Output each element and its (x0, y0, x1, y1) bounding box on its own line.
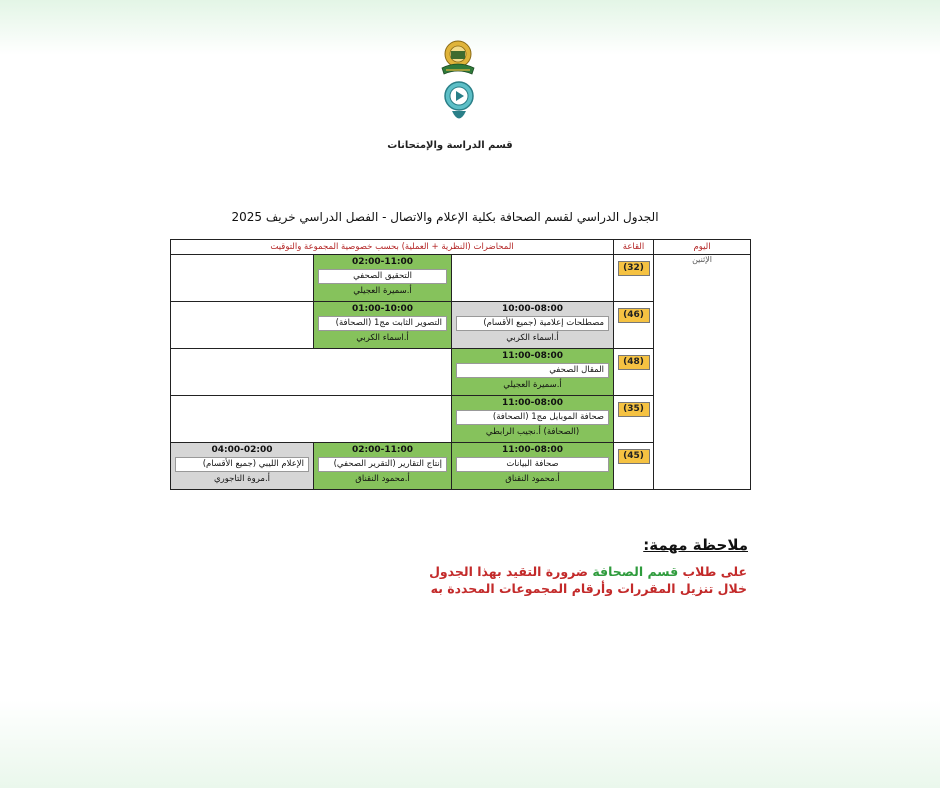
room-badge: (32) (618, 261, 650, 276)
note-line-1 (387, 564, 747, 579)
slot-time: 11:00-08:00 (502, 398, 564, 408)
slot-course: التحقيق الصحفي (318, 269, 447, 284)
note-title: ملاحظة مهمة: (643, 536, 748, 554)
lecture-slot (452, 349, 614, 396)
table-header-row (171, 240, 751, 255)
lecture-slot (171, 443, 314, 490)
table-row (171, 255, 751, 302)
note-line-2: خلال تنزيل المقررات وأرقام المجموعات المحددة به (430, 581, 747, 596)
lecture-slot (314, 443, 452, 490)
room-cell (614, 349, 654, 396)
slot-course: التصوير الثابت مج1 (الصحافة) (318, 316, 447, 331)
slot-instructor: أ.اسماء الكربي (506, 333, 559, 343)
header-room: القاعة (614, 240, 654, 255)
slot-time: 10:00-08:00 (502, 304, 564, 314)
empty-slot (171, 302, 314, 349)
slot-instructor: أ.محمود النقناق (505, 474, 560, 484)
slot-course: إنتاج التقارير (التقرير الصحفي) (318, 457, 447, 472)
schedule-title: الجدول الدراسي لقسم الصحافة بكلية الإعلام والاتصال - الفصل الدراسي خريف 2025 (231, 210, 659, 224)
slot-time: 02:00-11:00 (352, 445, 414, 455)
room-cell (614, 255, 654, 302)
slot-instructor: أ.محمود النقناق (355, 474, 410, 484)
room-badge: (46) (618, 308, 650, 323)
lecture-slot (452, 302, 614, 349)
slot-instructor: أ.اسماء الكربي (356, 333, 409, 343)
slot-instructor: أ.مروة التاجوري (213, 474, 271, 484)
header-lectures: المحاضرات (النظرية + العملية) بحسب خصوصية المجموعة والتوقيت (171, 240, 614, 255)
room-cell (614, 396, 654, 443)
header-day: اليوم (654, 240, 751, 255)
slot-instructor: أ.سميرة العجيلي (353, 286, 412, 296)
lecture-slot (314, 302, 452, 349)
empty-slot (171, 255, 314, 302)
slot-instructor: أ.سميرة العجيلي (503, 380, 562, 390)
university-emblem-icon (438, 38, 478, 78)
lecture-slot (314, 255, 452, 302)
slot-time: 02:00-11:00 (352, 257, 414, 267)
slot-course: صحافة الموبايل مج1 (الصحافة) (456, 410, 609, 425)
slot-time: 01:00-10:00 (352, 304, 414, 314)
note-text: ضرورة التقيد بهذا الجدول (429, 564, 593, 579)
empty-slot (171, 396, 452, 443)
room-cell (614, 302, 654, 349)
slot-time: 11:00-08:00 (502, 445, 564, 455)
room-badge: (45) (618, 449, 650, 464)
department-title: قسم الدراسة والإمتحانات (387, 140, 513, 151)
faculty-badge-icon (442, 80, 476, 128)
day-cell: الإثنين (654, 255, 751, 490)
slot-time: 04:00-02:00 (211, 445, 273, 455)
slot-course: مصطلحات إعلامية (جميع الأقسام) (456, 316, 609, 331)
slot-time: 11:00-08:00 (502, 351, 564, 361)
note-highlight: قسم الصحافة (592, 564, 679, 579)
room-cell (614, 443, 654, 490)
room-badge: (48) (618, 355, 650, 370)
empty-slot (452, 255, 614, 302)
slot-course: المقال الصحفي (456, 363, 609, 378)
slot-course: الإعلام الليبي (جميع الأقسام) (175, 457, 309, 472)
note-text: على طلاب (678, 564, 747, 579)
lecture-slot (452, 396, 614, 443)
slot-instructor: (الصحافة) أ.نجيب الرابطي (485, 427, 580, 437)
empty-slot (171, 349, 452, 396)
slot-course: صحافة البيانات (456, 457, 609, 472)
lecture-slot (452, 443, 614, 490)
schedule-table (170, 239, 751, 490)
room-badge: (35) (618, 402, 650, 417)
